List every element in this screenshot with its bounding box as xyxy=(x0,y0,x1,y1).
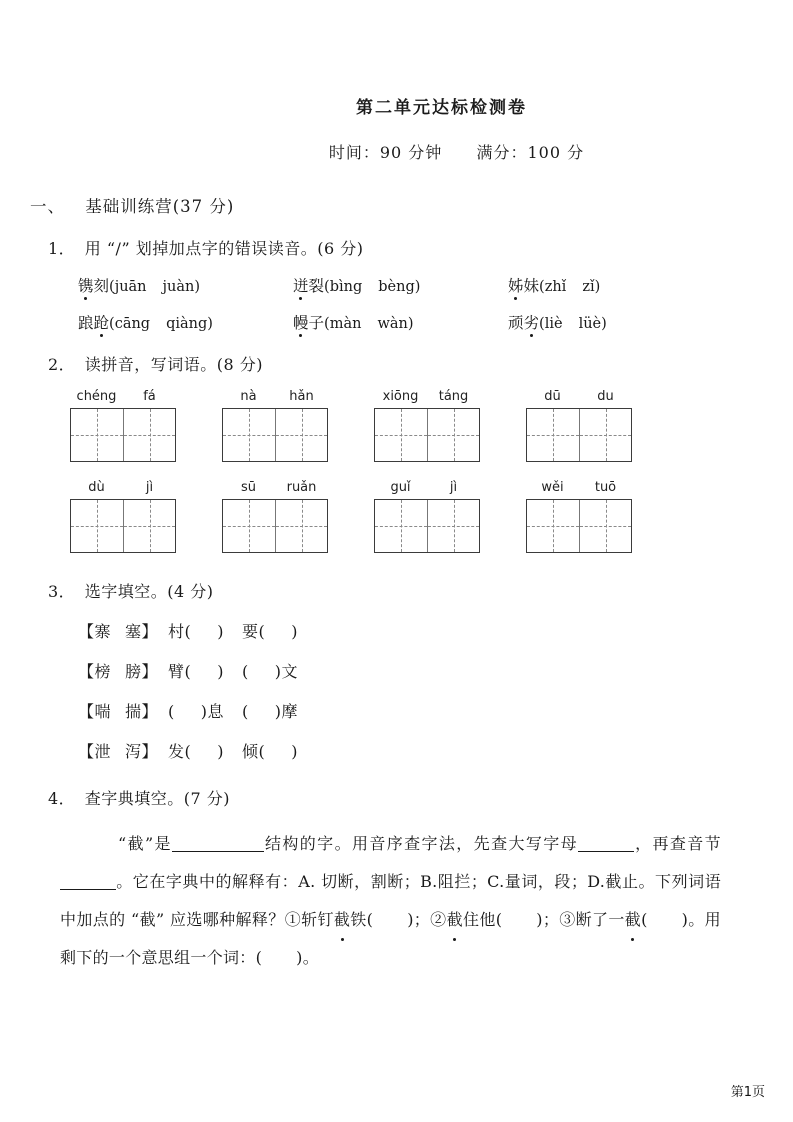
choose-char-row xyxy=(0,659,793,682)
blank-prefix: 倾( xyxy=(242,742,266,761)
tianzige-cell[interactable] xyxy=(123,500,175,552)
grid-pinyin xyxy=(222,480,328,495)
pron-char: 幔 xyxy=(293,311,309,333)
emphasis-dot-char: 截 xyxy=(334,901,350,939)
grid-pinyin xyxy=(70,389,176,404)
tianzige-cell[interactable] xyxy=(527,500,579,552)
pron-option-b[interactable]: lüè xyxy=(578,316,602,332)
pinyin-syllable-2: jì xyxy=(145,480,154,495)
tianzige-box[interactable] xyxy=(222,408,328,462)
page-number: 第1页 xyxy=(730,1085,765,1100)
tianzige-box[interactable] xyxy=(374,408,480,462)
pinyin-syllable-1: wěi xyxy=(541,480,564,495)
choose-char-row xyxy=(0,739,793,762)
pinyin-syllable-2: hǎn xyxy=(289,389,314,404)
question-1-text: 用 “/” 划掉加点字的错误读音。(6 分) xyxy=(84,239,364,258)
fill-blank-a[interactable] xyxy=(168,619,224,642)
tianzige-cell[interactable] xyxy=(71,409,123,461)
char-option-b[interactable]: 膀】 xyxy=(125,662,159,681)
tianzige-cell[interactable] xyxy=(579,500,631,552)
para-text-8: )。 xyxy=(296,948,319,967)
emphasis-dot-char: 截 xyxy=(625,901,641,939)
pron-word xyxy=(508,274,539,296)
tianzige-cell[interactable] xyxy=(275,500,327,552)
question-1-number: 1． xyxy=(48,239,76,258)
pron-item[interactable] xyxy=(293,274,508,296)
pron-char: 妹 xyxy=(523,277,540,295)
tianzige-cell[interactable] xyxy=(275,409,327,461)
question-2-number: 2． xyxy=(48,355,76,374)
para-text-5: )；②截住他( xyxy=(407,910,502,929)
tianzige-cell[interactable] xyxy=(527,409,579,461)
answer-blank-2[interactable] xyxy=(502,901,536,939)
pron-options: (bìng bèng) xyxy=(324,279,421,295)
pron-char: 姊 xyxy=(508,274,524,296)
pinyin-syllable-1: nà xyxy=(240,389,257,404)
pinyin-syllable-1: dù xyxy=(88,480,105,495)
pron-item[interactable] xyxy=(508,311,607,333)
grid-pinyin xyxy=(526,389,632,404)
pron-options: (cāng qiàng) xyxy=(109,316,213,332)
question-3-heading xyxy=(0,579,793,602)
para-text-3: ，再查音节 xyxy=(634,834,721,853)
pron-option-a[interactable]: zhǐ xyxy=(544,279,567,295)
blank-suffix: ) xyxy=(291,622,299,641)
pron-word xyxy=(78,274,109,296)
pron-char: 刻 xyxy=(93,277,110,295)
blank-prefix: 发( xyxy=(168,742,192,761)
pron-word xyxy=(293,311,324,333)
pron-char: 裂 xyxy=(308,277,325,295)
tianzige-cell[interactable] xyxy=(375,500,427,552)
para-text-4: 。它在字典中的解释有：A. 切断，割断；B.阻拦；C.量词，段；D.截止。下列词语中加点的 “截” 应选哪种解释？①斩钉截铁( xyxy=(60,872,721,929)
writing-grid-group xyxy=(374,480,480,553)
pinyin-syllable-1: dū xyxy=(544,389,561,404)
fill-blank-b[interactable] xyxy=(242,699,298,722)
tianzige-cell[interactable] xyxy=(427,409,479,461)
section-title: 基础训练营(37 分) xyxy=(85,197,235,216)
writing-grid-group xyxy=(70,480,176,553)
pron-char: 跄 xyxy=(94,311,110,333)
pron-option-b[interactable]: zǐ xyxy=(582,279,595,295)
pinyin-syllable-2: táng xyxy=(438,389,469,404)
syllable-blank[interactable] xyxy=(60,889,116,890)
pron-char: 子 xyxy=(308,314,325,332)
pinyin-syllable-2: ruǎn xyxy=(286,480,317,495)
blank-prefix: ( xyxy=(242,702,249,721)
pron-option-b[interactable]: wàn xyxy=(377,316,408,332)
pron-option-a[interactable]: cāng xyxy=(114,316,151,332)
char-choice-pair[interactable] xyxy=(78,702,158,721)
pron-option-b[interactable]: qiàng xyxy=(166,316,208,332)
char-option-a[interactable]: 【泄 xyxy=(78,742,112,761)
section-number: 一、 xyxy=(30,197,65,216)
tianzige-cell[interactable] xyxy=(71,500,123,552)
emphasis-dot-char: 截 xyxy=(447,901,463,939)
pinyin-syllable-2: du xyxy=(597,389,614,404)
question-4-heading xyxy=(0,786,793,809)
writing-grid-group xyxy=(70,389,176,462)
pron-char: 踉 xyxy=(78,314,94,332)
tianzige-cell[interactable] xyxy=(375,409,427,461)
para-text-7: )。用剩下的一个意思组一个词：( xyxy=(60,910,721,967)
blank-suffix: ) xyxy=(217,622,225,641)
grid-pinyin xyxy=(222,389,328,404)
writing-grid-row-2 xyxy=(0,480,793,553)
writing-grid-group xyxy=(526,480,632,553)
blank-suffix: ) xyxy=(217,662,225,681)
char-option-b[interactable]: 塞】 xyxy=(125,622,159,641)
fill-blank-a[interactable] xyxy=(168,659,224,682)
blank-suffix: ) xyxy=(291,742,299,761)
question-4-text: 查字典填空。(7 分) xyxy=(84,789,231,808)
pron-char: 镌 xyxy=(78,274,94,296)
writing-grid-group xyxy=(526,389,632,462)
grid-pinyin xyxy=(374,480,480,495)
question-4-number: 4． xyxy=(48,789,76,808)
writing-grid-group xyxy=(222,389,328,462)
answer-blank-4[interactable] xyxy=(262,939,296,977)
pron-option-a[interactable]: màn xyxy=(329,316,362,332)
pinyin-syllable-1: xiōng xyxy=(382,389,419,404)
answer-blank-3[interactable] xyxy=(648,901,682,939)
char-option-a[interactable]: 【榜 xyxy=(78,662,112,681)
tianzige-box[interactable] xyxy=(70,408,176,462)
question-3-text: 选字填空。(4 分) xyxy=(84,582,214,601)
pron-options: (juān juàn) xyxy=(109,279,201,295)
pron-option-a[interactable]: liè xyxy=(544,316,563,332)
blank-prefix: ( xyxy=(168,702,175,721)
pron-word xyxy=(508,311,539,333)
pron-item[interactable] xyxy=(78,274,293,296)
para-text-6: )；③断了一截( xyxy=(536,910,647,929)
pinyin-syllable-2: jì xyxy=(449,480,458,495)
pron-char: 劣 xyxy=(524,311,540,333)
blank-suffix: )息 xyxy=(200,702,225,721)
choose-char-row xyxy=(0,699,793,722)
pron-item[interactable] xyxy=(293,311,508,333)
structure-blank[interactable] xyxy=(172,851,264,852)
pronunciation-row-1 xyxy=(0,274,793,296)
pronunciation-row-2 xyxy=(0,311,793,333)
letter-blank[interactable] xyxy=(578,851,634,852)
char-option-b[interactable]: 泻】 xyxy=(125,742,159,761)
char-choice-pair[interactable] xyxy=(78,742,158,761)
pron-option-b[interactable]: juàn xyxy=(162,279,195,295)
blank-suffix: )摩 xyxy=(274,702,299,721)
char-choice-pair[interactable] xyxy=(78,662,158,681)
blank-prefix: 要( xyxy=(242,622,266,641)
question-2-heading xyxy=(0,352,793,375)
grid-pinyin xyxy=(526,480,632,495)
tianzige-cell[interactable] xyxy=(223,409,275,461)
writing-grid-group xyxy=(222,480,328,553)
para-text-1: “截”是 xyxy=(118,834,172,853)
tianzige-cell[interactable] xyxy=(427,500,479,552)
tianzige-box[interactable] xyxy=(526,408,632,462)
pron-options: (zhǐ zǐ) xyxy=(539,279,601,295)
question-2-text: 读拼音，写词语。(8 分) xyxy=(84,355,264,374)
pron-option-b[interactable]: bèng xyxy=(378,279,415,295)
blank-prefix: 村( xyxy=(168,622,192,641)
pinyin-syllable-2: fá xyxy=(143,389,156,404)
writing-grid-row-1 xyxy=(0,389,793,462)
grid-pinyin xyxy=(374,389,480,404)
char-choice-pair[interactable] xyxy=(78,622,158,641)
answer-blank-1[interactable] xyxy=(373,901,407,939)
pron-item[interactable] xyxy=(508,274,600,296)
page-title: 第二单元达标检测卷 xyxy=(356,98,527,118)
pinyin-syllable-2: tuō xyxy=(594,480,617,495)
pron-word xyxy=(293,274,324,296)
pinyin-syllable-1: sū xyxy=(240,480,256,495)
pinyin-syllable-1: chéng xyxy=(76,389,117,404)
pron-word xyxy=(78,311,109,333)
tianzige-box[interactable] xyxy=(526,499,632,553)
pron-options: (liè lüè) xyxy=(539,316,607,332)
dictionary-fill-paragraph xyxy=(0,825,793,977)
tianzige-cell[interactable] xyxy=(579,409,631,461)
tianzige-box[interactable] xyxy=(222,499,328,553)
pinyin-syllable-1: guǐ xyxy=(390,480,411,495)
fill-blank-a[interactable] xyxy=(168,699,224,722)
fill-blank-b[interactable] xyxy=(242,659,298,682)
char-option-a[interactable]: 【寨 xyxy=(78,622,112,641)
blank-suffix: ) xyxy=(217,742,225,761)
exam-meta xyxy=(0,140,793,163)
blank-prefix: ( xyxy=(242,662,249,681)
blank-prefix: 臂( xyxy=(168,662,192,681)
tianzige-cell[interactable] xyxy=(223,500,275,552)
pron-item[interactable] xyxy=(78,311,293,333)
char-option-a[interactable]: 【喘 xyxy=(78,702,112,721)
pron-char: 迸 xyxy=(293,274,309,296)
pron-option-a[interactable]: juān xyxy=(114,279,147,295)
pron-option-a[interactable]: bìng xyxy=(329,279,363,295)
fill-blank-a[interactable] xyxy=(168,739,224,762)
score-label: 满分：100 分 xyxy=(476,143,585,162)
section-heading xyxy=(0,193,793,217)
tianzige-box[interactable] xyxy=(374,499,480,553)
blank-suffix: )文 xyxy=(274,662,299,681)
char-option-b[interactable]: 揣】 xyxy=(125,702,159,721)
pron-char: 顽 xyxy=(508,314,524,332)
choose-char-row xyxy=(0,619,793,642)
fill-blank-b[interactable] xyxy=(242,619,298,642)
para-text-2: 结构的字。用音序查字法，先查大写字母 xyxy=(263,834,579,853)
pron-options: (màn wàn) xyxy=(324,316,414,332)
tianzige-cell[interactable] xyxy=(123,409,175,461)
question-3-number: 3． xyxy=(48,582,76,601)
tianzige-box[interactable] xyxy=(70,499,176,553)
fill-blank-b[interactable] xyxy=(242,739,298,762)
grid-pinyin xyxy=(70,480,176,495)
time-label: 时间：90 分钟 xyxy=(328,143,443,162)
question-1-heading xyxy=(0,236,793,259)
writing-grid-group xyxy=(374,389,480,462)
